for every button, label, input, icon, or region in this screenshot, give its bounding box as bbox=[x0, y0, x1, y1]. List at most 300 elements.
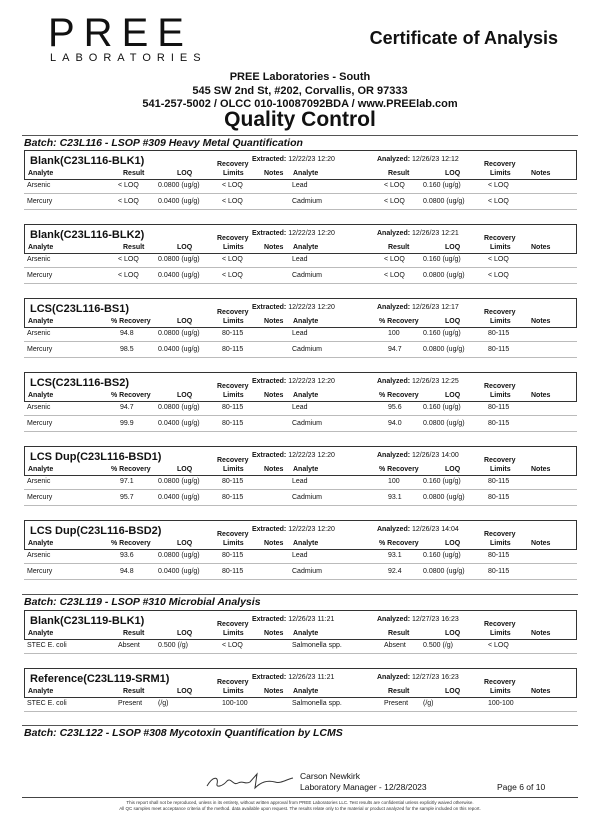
result-header: Result bbox=[388, 630, 410, 637]
qc-block-title: Blank(C23L119-BLK1) bbox=[30, 615, 145, 627]
loq-header: LOQ bbox=[177, 540, 193, 547]
loq-header: LOQ bbox=[445, 392, 461, 399]
result-header: Result bbox=[123, 630, 145, 637]
loq-header: LOQ bbox=[177, 244, 193, 251]
signature-image bbox=[205, 770, 295, 792]
loq-header: LOQ bbox=[445, 466, 461, 473]
pct-recovery-header: % Recovery bbox=[379, 392, 419, 399]
result-cell: Absent bbox=[384, 642, 406, 649]
analyte-cell: Salmonella spp. bbox=[292, 642, 342, 649]
batch-heading: Batch: C23L116 - LSOP #309 Heavy Metal Quantification bbox=[24, 137, 303, 149]
qc-block-header bbox=[24, 610, 577, 640]
extracted-info bbox=[252, 230, 335, 237]
recovery-header: Recovery bbox=[217, 531, 249, 538]
footer-disclaimer-2: All QC samples meet acceptance criteria of the method. data available upon request. The results relate only to the material or product analyzed for the sample included on this report. bbox=[119, 806, 481, 811]
limits-header: Limits bbox=[490, 318, 511, 325]
analyte-cell: Arsenic bbox=[27, 552, 51, 559]
analyzed-datetime: 12/27/23 16:23 bbox=[412, 616, 459, 623]
loq-cell: 0.160 (ug/g) bbox=[423, 404, 461, 411]
notes-header: Notes bbox=[531, 244, 551, 251]
limits-header: Limits bbox=[490, 688, 511, 695]
recovery-header: Recovery bbox=[484, 457, 516, 464]
analyte-cell: Cadmium bbox=[292, 420, 322, 427]
limits-cell: < LOQ bbox=[222, 272, 243, 279]
signatory bbox=[300, 771, 427, 793]
loq-cell: 0.0800 (ug/g) bbox=[158, 182, 200, 189]
notes-header: Notes bbox=[264, 630, 284, 637]
page-number: Page 6 of 10 bbox=[497, 782, 546, 792]
recovery-value-cell: 94.8 bbox=[120, 568, 134, 575]
recovery-value-cell: 92.4 bbox=[388, 568, 402, 575]
notes-header: Notes bbox=[264, 170, 284, 177]
analyte-cell: Arsenic bbox=[27, 330, 51, 337]
batch-divider bbox=[22, 135, 578, 136]
recovery-header: Recovery bbox=[484, 383, 516, 390]
qc-block-title: LCS Dup(C23L116-BSD1) bbox=[30, 451, 162, 463]
notes-header: Notes bbox=[264, 244, 284, 251]
loq-cell: 0.0400 (ug/g) bbox=[158, 198, 200, 205]
recovery-value-cell: 95.7 bbox=[120, 494, 134, 501]
footer-divider bbox=[22, 797, 578, 798]
analyte-cell: Cadmium bbox=[292, 198, 322, 205]
limits-cell: < LOQ bbox=[488, 256, 509, 263]
loq-cell: 0.160 (ug/g) bbox=[423, 478, 461, 485]
loq-cell: 0.160 (ug/g) bbox=[423, 256, 461, 263]
analyzed-info bbox=[377, 616, 459, 623]
loq-cell: 0.0800 (ug/g) bbox=[423, 420, 465, 427]
result-header: Result bbox=[388, 688, 410, 695]
loq-header: LOQ bbox=[177, 630, 193, 637]
analyte-cell: Lead bbox=[292, 256, 308, 263]
notes-header: Notes bbox=[264, 392, 284, 399]
analyte-cell: Mercury bbox=[27, 420, 53, 427]
analyte-header: Analyte bbox=[28, 688, 54, 695]
extracted-label: Extracted: bbox=[252, 304, 287, 311]
limits-cell: 80-115 bbox=[488, 552, 510, 559]
recovery-header: Recovery bbox=[217, 235, 249, 242]
signatory-name: Carson Newkirk bbox=[300, 771, 360, 781]
pct-recovery-header: % Recovery bbox=[111, 540, 151, 547]
result-cell: < LOQ bbox=[118, 198, 139, 205]
pct-recovery-header: % Recovery bbox=[111, 466, 151, 473]
extracted-label: Extracted: bbox=[252, 674, 287, 681]
result-cell: Present bbox=[384, 700, 409, 707]
row-divider bbox=[24, 431, 577, 432]
loq-header: LOQ bbox=[445, 318, 461, 325]
analyte-header: Analyte bbox=[28, 318, 54, 325]
loq-cell: 0.0800 (ug/g) bbox=[158, 552, 200, 559]
analyte-cell: STEC E. coli bbox=[27, 700, 67, 707]
analyzed-info bbox=[377, 156, 459, 163]
loq-header: LOQ bbox=[445, 540, 461, 547]
limits-cell: 80-115 bbox=[222, 404, 244, 411]
extracted-info bbox=[252, 304, 335, 311]
loq-cell: 0.0800 (ug/g) bbox=[423, 568, 465, 575]
loq-cell: 0.0400 (ug/g) bbox=[158, 272, 200, 279]
limits-cell: < LOQ bbox=[222, 198, 243, 205]
analyzed-datetime: 12/26/23 12:12 bbox=[412, 156, 459, 163]
limits-cell: 80-115 bbox=[222, 420, 244, 427]
analyte-cell: Mercury bbox=[27, 272, 53, 279]
row-divider bbox=[24, 283, 577, 284]
recovery-header: Recovery bbox=[484, 531, 516, 538]
qc-block-title: Reference(C23L119-SRM1) bbox=[30, 673, 170, 685]
recovery-value-cell: 93.1 bbox=[388, 552, 402, 559]
limits-cell: 80-115 bbox=[222, 330, 244, 337]
analyte-header: Analyte bbox=[28, 170, 54, 177]
limits-cell: 80-115 bbox=[488, 478, 510, 485]
analyte-cell: Lead bbox=[292, 404, 308, 411]
analyzed-info bbox=[377, 304, 459, 311]
recovery-header: Recovery bbox=[484, 309, 516, 316]
result-header: Result bbox=[388, 244, 410, 251]
batch-divider bbox=[22, 725, 578, 726]
result-header: Result bbox=[123, 688, 145, 695]
recovery-value-cell: 94.7 bbox=[388, 346, 402, 353]
notes-header: Notes bbox=[531, 540, 551, 547]
limits-cell: < LOQ bbox=[488, 272, 509, 279]
notes-header: Notes bbox=[531, 466, 551, 473]
result-cell: Absent bbox=[118, 642, 140, 649]
extracted-datetime: 12/26/23 11:21 bbox=[288, 674, 335, 681]
loq-header: LOQ bbox=[177, 466, 193, 473]
row-divider bbox=[24, 267, 577, 268]
notes-header: Notes bbox=[531, 630, 551, 637]
analyzed-info bbox=[377, 526, 459, 533]
extracted-label: Extracted: bbox=[252, 526, 287, 533]
analyte-header: Analyte bbox=[293, 170, 319, 177]
limits-header: Limits bbox=[223, 170, 244, 177]
analyzed-label: Analyzed: bbox=[377, 452, 411, 459]
analyte-header: Analyte bbox=[293, 688, 319, 695]
qc-block-title: LCS(C23L116-BS1) bbox=[30, 303, 130, 315]
analyzed-label: Analyzed: bbox=[377, 304, 411, 311]
batch-divider bbox=[22, 594, 578, 595]
result-cell: < LOQ bbox=[118, 256, 139, 263]
loq-cell: 0.0800 (ug/g) bbox=[158, 330, 200, 337]
extracted-datetime: 12/22/23 12:20 bbox=[288, 378, 335, 385]
limits-cell: 80-115 bbox=[222, 494, 244, 501]
qc-block-header bbox=[24, 150, 577, 180]
limits-cell: 80-115 bbox=[488, 420, 510, 427]
analyte-header: Analyte bbox=[28, 466, 54, 473]
result-header: Result bbox=[388, 170, 410, 177]
analyte-header: Analyte bbox=[293, 244, 319, 251]
analyzed-datetime: 12/27/23 16:23 bbox=[412, 674, 459, 681]
row-divider bbox=[24, 711, 577, 712]
loq-cell: 0.0800 (ug/g) bbox=[158, 404, 200, 411]
analyte-header: Analyte bbox=[28, 392, 54, 399]
loq-header: LOQ bbox=[177, 688, 193, 695]
pree-logo bbox=[48, 11, 238, 66]
extracted-info bbox=[252, 378, 335, 385]
extracted-info bbox=[252, 616, 334, 623]
extracted-info bbox=[252, 452, 335, 459]
recovery-value-cell: 93.1 bbox=[388, 494, 402, 501]
analyzed-label: Analyzed: bbox=[377, 526, 411, 533]
row-divider bbox=[24, 653, 577, 654]
loq-header: LOQ bbox=[445, 688, 461, 695]
analyzed-datetime: 12/26/23 12:21 bbox=[412, 230, 459, 237]
qc-block-header bbox=[24, 224, 577, 254]
analyzed-label: Analyzed: bbox=[377, 616, 411, 623]
extracted-datetime: 12/22/23 12:20 bbox=[288, 230, 335, 237]
analyte-cell: Mercury bbox=[27, 346, 53, 353]
limits-cell: < LOQ bbox=[222, 256, 243, 263]
row-divider bbox=[24, 415, 577, 416]
row-divider bbox=[24, 579, 577, 580]
pct-recovery-header: % Recovery bbox=[379, 540, 419, 547]
logo-sub-text: LABORATORIES bbox=[50, 52, 207, 64]
limits-cell: 100-100 bbox=[488, 700, 514, 707]
recovery-value-cell: 94.7 bbox=[120, 404, 134, 411]
analyte-header: Analyte bbox=[28, 540, 54, 547]
lab-name: PREE Laboratories - South bbox=[229, 71, 371, 83]
section-title: Quality Control bbox=[224, 108, 376, 131]
notes-header: Notes bbox=[531, 392, 551, 399]
recovery-value-cell: 94.0 bbox=[388, 420, 402, 427]
analyte-cell: Cadmium bbox=[292, 494, 322, 501]
batch-heading: Batch: C23L122 - LSOP #308 Mycotoxin Quantification by LCMS bbox=[24, 727, 343, 739]
row-divider bbox=[24, 357, 577, 358]
pct-recovery-header: % Recovery bbox=[379, 318, 419, 325]
limits-header: Limits bbox=[223, 540, 244, 547]
recovery-header: Recovery bbox=[217, 309, 249, 316]
notes-header: Notes bbox=[531, 688, 551, 695]
loq-cell: 0.160 (ug/g) bbox=[423, 552, 461, 559]
extracted-label: Extracted: bbox=[252, 156, 287, 163]
recovery-header: Recovery bbox=[217, 457, 249, 464]
result-cell: < LOQ bbox=[384, 256, 405, 263]
extracted-label: Extracted: bbox=[252, 230, 287, 237]
extracted-info bbox=[252, 526, 335, 533]
analyte-cell: Cadmium bbox=[292, 272, 322, 279]
qc-block-header bbox=[24, 668, 577, 698]
recovery-header: Recovery bbox=[217, 679, 249, 686]
analyte-cell: Salmonella spp. bbox=[292, 700, 342, 707]
lab-address: 545 SW 2nd St, #202, Corvallis, OR 97333 bbox=[192, 85, 408, 97]
notes-header: Notes bbox=[264, 318, 284, 325]
analyzed-info bbox=[377, 230, 459, 237]
loq-cell: 0.0400 (ug/g) bbox=[158, 346, 200, 353]
loq-cell: 0.0800 (ug/g) bbox=[158, 256, 200, 263]
loq-cell: (/g) bbox=[423, 700, 434, 707]
result-cell: < LOQ bbox=[118, 182, 139, 189]
result-cell: < LOQ bbox=[384, 182, 405, 189]
result-header: Result bbox=[123, 170, 145, 177]
qc-block-title: LCS Dup(C23L116-BSD2) bbox=[30, 525, 162, 537]
loq-header: LOQ bbox=[445, 630, 461, 637]
recovery-value-cell: 100 bbox=[388, 330, 400, 337]
limits-header: Limits bbox=[490, 170, 511, 177]
extracted-label: Extracted: bbox=[252, 616, 287, 623]
loq-cell: 0.0400 (ug/g) bbox=[158, 568, 200, 575]
result-cell: < LOQ bbox=[384, 198, 405, 205]
limits-cell: 80-115 bbox=[222, 568, 244, 575]
analyzed-label: Analyzed: bbox=[377, 230, 411, 237]
limits-header: Limits bbox=[490, 630, 511, 637]
notes-header: Notes bbox=[531, 318, 551, 325]
analyte-cell: Cadmium bbox=[292, 346, 322, 353]
limits-header: Limits bbox=[223, 318, 244, 325]
result-cell: < LOQ bbox=[118, 272, 139, 279]
result-cell: Present bbox=[118, 700, 143, 707]
limits-header: Limits bbox=[223, 244, 244, 251]
loq-cell: 0.500 (/g) bbox=[423, 642, 453, 649]
row-divider bbox=[24, 505, 577, 506]
limits-cell: 80-115 bbox=[488, 494, 510, 501]
row-divider bbox=[24, 341, 577, 342]
analyte-cell: Lead bbox=[292, 182, 308, 189]
analyte-cell: Cadmium bbox=[292, 568, 322, 575]
analyzed-info bbox=[377, 674, 459, 681]
recovery-value-cell: 97.1 bbox=[120, 478, 134, 485]
analyte-cell: STEC E. coli bbox=[27, 642, 67, 649]
recovery-header: Recovery bbox=[484, 621, 516, 628]
limits-cell: 80-115 bbox=[488, 404, 510, 411]
limits-header: Limits bbox=[490, 244, 511, 251]
analyzed-label: Analyzed: bbox=[377, 156, 411, 163]
extracted-info bbox=[252, 674, 334, 681]
limits-header: Limits bbox=[490, 466, 511, 473]
limits-header: Limits bbox=[223, 466, 244, 473]
loq-header: LOQ bbox=[177, 170, 193, 177]
analyte-cell: Arsenic bbox=[27, 256, 51, 263]
recovery-header: Recovery bbox=[217, 383, 249, 390]
recovery-header: Recovery bbox=[484, 161, 516, 168]
row-divider bbox=[24, 563, 577, 564]
logo-main-text: PREE bbox=[48, 11, 193, 55]
analyte-cell: Lead bbox=[292, 552, 308, 559]
analyte-header: Analyte bbox=[293, 630, 319, 637]
pct-recovery-header: % Recovery bbox=[379, 466, 419, 473]
loq-cell: 0.500 (/g) bbox=[158, 642, 188, 649]
pct-recovery-header: % Recovery bbox=[111, 318, 151, 325]
extracted-label: Extracted: bbox=[252, 378, 287, 385]
loq-header: LOQ bbox=[445, 170, 461, 177]
notes-header: Notes bbox=[264, 688, 284, 695]
analyte-header: Analyte bbox=[293, 392, 319, 399]
extracted-info bbox=[252, 156, 335, 163]
analyte-cell: Mercury bbox=[27, 568, 53, 575]
extracted-datetime: 12/26/23 11:21 bbox=[288, 616, 335, 623]
recovery-header: Recovery bbox=[217, 621, 249, 628]
result-cell: < LOQ bbox=[384, 272, 405, 279]
loq-header: LOQ bbox=[177, 318, 193, 325]
limits-header: Limits bbox=[490, 392, 511, 399]
loq-cell: (/g) bbox=[158, 700, 169, 707]
analyte-header: Analyte bbox=[293, 466, 319, 473]
loq-cell: 0.0800 (ug/g) bbox=[158, 478, 200, 485]
loq-cell: 0.160 (ug/g) bbox=[423, 182, 461, 189]
analyte-header: Analyte bbox=[293, 318, 319, 325]
limits-header: Limits bbox=[223, 392, 244, 399]
analyzed-info bbox=[377, 452, 459, 459]
pct-recovery-header: % Recovery bbox=[111, 392, 151, 399]
row-divider bbox=[24, 193, 577, 194]
row-divider bbox=[24, 209, 577, 210]
qc-block-title: Blank(C23L116-BLK2) bbox=[30, 229, 145, 241]
qc-block-title: Blank(C23L116-BLK1) bbox=[30, 155, 145, 167]
analyte-cell: Arsenic bbox=[27, 182, 51, 189]
analyzed-datetime: 12/26/23 12:25 bbox=[412, 378, 459, 385]
qc-block-header bbox=[24, 446, 577, 476]
extracted-datetime: 12/22/23 12:20 bbox=[288, 156, 335, 163]
extracted-datetime: 12/22/23 12:20 bbox=[288, 526, 335, 533]
limits-header: Limits bbox=[490, 540, 511, 547]
notes-header: Notes bbox=[264, 540, 284, 547]
loq-cell: 0.0800 (ug/g) bbox=[423, 346, 465, 353]
recovery-value-cell: 100 bbox=[388, 478, 400, 485]
notes-header: Notes bbox=[264, 466, 284, 473]
loq-header: LOQ bbox=[445, 244, 461, 251]
recovery-value-cell: 94.8 bbox=[120, 330, 134, 337]
extracted-label: Extracted: bbox=[252, 452, 287, 459]
recovery-value-cell: 95.6 bbox=[388, 404, 402, 411]
extracted-datetime: 12/22/23 12:20 bbox=[288, 304, 335, 311]
document-title: Certificate of Analysis bbox=[369, 28, 558, 48]
analyzed-datetime: 12/26/23 14:00 bbox=[412, 452, 459, 459]
loq-cell: 0.0800 (ug/g) bbox=[423, 272, 465, 279]
limits-cell: < LOQ bbox=[222, 642, 243, 649]
loq-cell: 0.0800 (ug/g) bbox=[423, 198, 465, 205]
limits-cell: < LOQ bbox=[488, 198, 509, 205]
recovery-header: Recovery bbox=[484, 679, 516, 686]
limits-cell: < LOQ bbox=[222, 182, 243, 189]
lab-contact: 541-257-5002 / OLCC 010-10087092BDA / www.PREElab.com bbox=[142, 98, 458, 110]
analyzed-datetime: 12/26/23 14:04 bbox=[412, 526, 459, 533]
analyte-cell: Mercury bbox=[27, 198, 53, 205]
limits-cell: 80-115 bbox=[488, 346, 510, 353]
limits-cell: 80-115 bbox=[488, 330, 510, 337]
row-divider bbox=[24, 489, 577, 490]
limits-cell: 100-100 bbox=[222, 700, 248, 707]
analyte-cell: Mercury bbox=[27, 494, 53, 501]
limits-header: Limits bbox=[223, 630, 244, 637]
qc-block-title: LCS(C23L116-BS2) bbox=[30, 377, 130, 389]
analyte-header: Analyte bbox=[28, 244, 54, 251]
recovery-value-cell: 98.5 bbox=[120, 346, 134, 353]
recovery-value-cell: 93.6 bbox=[120, 552, 134, 559]
analyte-cell: Arsenic bbox=[27, 404, 51, 411]
analyte-cell: Arsenic bbox=[27, 478, 51, 485]
recovery-header: Recovery bbox=[217, 161, 249, 168]
result-header: Result bbox=[123, 244, 145, 251]
limits-cell: 80-115 bbox=[222, 478, 244, 485]
analyte-cell: Lead bbox=[292, 478, 308, 485]
analyte-cell: Lead bbox=[292, 330, 308, 337]
limits-cell: < LOQ bbox=[488, 182, 509, 189]
batch-heading: Batch: C23L119 - LSOP #310 Microbial Analysis bbox=[24, 596, 261, 608]
signatory-title-date: Laboratory Manager - 12/28/2023 bbox=[300, 782, 427, 792]
recovery-value-cell: 99.9 bbox=[120, 420, 134, 427]
loq-cell: 0.0800 (ug/g) bbox=[423, 494, 465, 501]
analyte-header: Analyte bbox=[293, 540, 319, 547]
analyzed-info bbox=[377, 378, 459, 385]
limits-cell: < LOQ bbox=[488, 642, 509, 649]
loq-header: LOQ bbox=[177, 392, 193, 399]
analyzed-label: Analyzed: bbox=[377, 378, 411, 385]
limits-header: Limits bbox=[223, 688, 244, 695]
analyzed-label: Analyzed: bbox=[377, 674, 411, 681]
notes-header: Notes bbox=[531, 170, 551, 177]
qc-block-header bbox=[24, 372, 577, 402]
qc-block-header bbox=[24, 298, 577, 328]
recovery-header: Recovery bbox=[484, 235, 516, 242]
footer-disclaimer-1: This report shall not be reproduced, unless in its entirety, without written approval from PREE Laboratories LLC. Test results are confidential unless explicitly waived otherwise. bbox=[126, 800, 474, 805]
analyte-header: Analyte bbox=[28, 630, 54, 637]
loq-cell: 0.0400 (ug/g) bbox=[158, 420, 200, 427]
